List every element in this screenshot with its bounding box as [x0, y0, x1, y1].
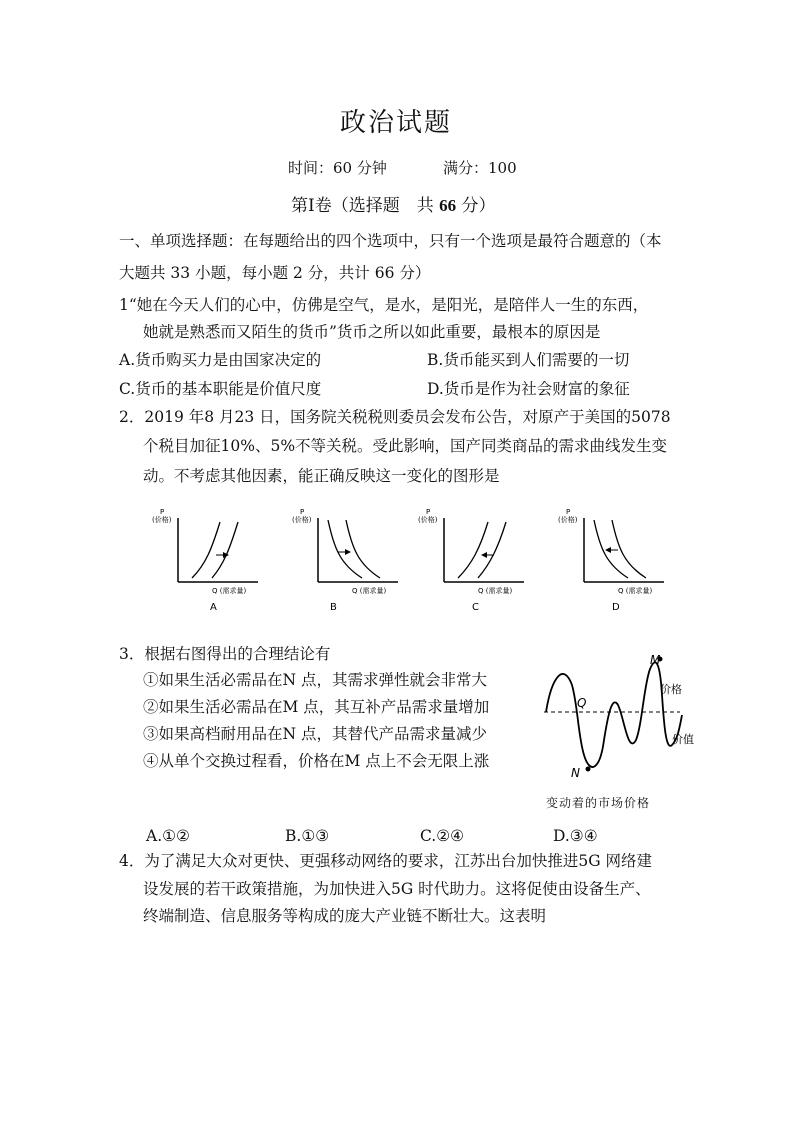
- graph-a-p-sub: (价格): [152, 516, 172, 524]
- graph-b-p-label: P: [300, 508, 305, 516]
- graph-c-p-sub: (价格): [418, 516, 438, 524]
- label-n: N: [571, 766, 580, 780]
- graph-d-label: D: [612, 602, 620, 613]
- q3-option-b: B.①③: [285, 827, 330, 845]
- graph-a-label: A: [210, 602, 217, 613]
- instructions-line-1: 一、单项选择题：在每题给出的四个选项中，只有一个选项是最符合题意的（本: [119, 232, 662, 250]
- graph-b: [292, 508, 398, 613]
- graph-b-q-label: Q (需求量): [352, 587, 387, 595]
- graph-d: [558, 508, 664, 613]
- point-n: [586, 767, 591, 772]
- q3-option-d: D.③④: [553, 827, 598, 845]
- price-curve: [546, 662, 682, 767]
- q3-item-3: ③如果高档耐用品在N 点，其替代产品需求量减少: [143, 725, 487, 743]
- market-price-figure: [538, 645, 708, 785]
- graph-d-p-sub: (价格): [558, 516, 578, 524]
- graph-d-q-label: Q (需求量): [618, 587, 653, 595]
- exam-full-score: 满分：100: [443, 159, 517, 177]
- figure-caption: 变动着的市场价格: [546, 796, 651, 810]
- q4-stem-line-3: 终端制造、信息服务等构成的庞大产业链不断壮大。这表明: [143, 907, 547, 925]
- section-heading: [291, 191, 496, 216]
- q3-item-1: ①如果生活必需品在N 点，其需求弹性就会非常大: [143, 671, 487, 689]
- q1-option-b: B.货币能买到人们需要的一切: [427, 351, 630, 369]
- graph-a-p-label: P: [160, 508, 165, 516]
- q4-stem-line-1: 4．为了满足大众对更快、更强移动网络的要求，江苏出台加快推进5G 网络建: [119, 852, 653, 870]
- graph-c-q-label: Q (需求量): [478, 587, 513, 595]
- section-suffix: 分）: [461, 196, 496, 216]
- page-title: 政治试题: [340, 108, 453, 138]
- q2-stem-line-1: 2．2019 年8 月23 日，国务院关税税则委员会发布公告，对原产于美国的5078: [119, 408, 671, 426]
- graph-a: [152, 508, 258, 613]
- section-score: 66: [439, 196, 457, 215]
- section-prefix: 第Ⅰ卷（选择题 共: [291, 196, 434, 216]
- graph-c-p-label: P: [426, 508, 431, 516]
- instructions-line-2: 大题共 33 小题，每小题 2 分，共计 66 分）: [119, 264, 431, 282]
- q1-option-a: A.货币购买力是由国家决定的: [119, 351, 322, 369]
- graph-c-label: C: [472, 602, 479, 613]
- q1-stem-line-2: 她就是熟悉而又陌生的货币”货币之所以如此重要，最根本的原因是: [143, 323, 601, 341]
- q2-stem-line-3: 动。不考虑其他因素，能正确反映这一变化的图形是: [143, 467, 500, 485]
- graph-c: [418, 508, 524, 613]
- label-m: M: [650, 653, 661, 667]
- graph-a-q-label: Q (需求量): [212, 587, 247, 595]
- label-value: 价值: [672, 733, 694, 746]
- q4-stem-line-2: 设发展的若干政策措施，为加快进入5G 时代助力。这将促使由设备生产、: [143, 880, 651, 898]
- graph-b-label: B: [330, 602, 337, 613]
- q3-option-a: A.①②: [146, 827, 190, 845]
- demand-curve-graphs: [140, 500, 680, 620]
- graph-b-p-sub: (价格): [292, 516, 312, 524]
- q3-item-2: ②如果生活必需品在M 点，其互补产品需求量增加: [143, 698, 490, 716]
- label-price: 价格: [660, 683, 682, 696]
- label-q: Q: [577, 696, 587, 710]
- q1-stem-line-1: 1“她在今天人们的心中，仿佛是空气，是水，是阳光，是陪伴人一生的东西，: [119, 296, 649, 314]
- q1-option-d: D.货币是作为社会财富的象征: [427, 380, 630, 398]
- q1-option-c: C.货币的基本职能是价值尺度: [119, 380, 322, 398]
- q3-option-c: C.②④: [420, 827, 465, 845]
- q2-stem-line-2: 个税目加征10%、5%不等关税。受此影响，国产同类商品的需求曲线发生变: [143, 437, 668, 455]
- graph-d-p-label: P: [566, 508, 571, 516]
- exam-time: 时间：60 分钟: [288, 159, 387, 177]
- q3-item-4: ④从单个交换过程看，价格在M 点上不会无限上涨: [143, 752, 490, 770]
- q3-stem: 3．根据右图得出的合理结论有: [119, 645, 331, 663]
